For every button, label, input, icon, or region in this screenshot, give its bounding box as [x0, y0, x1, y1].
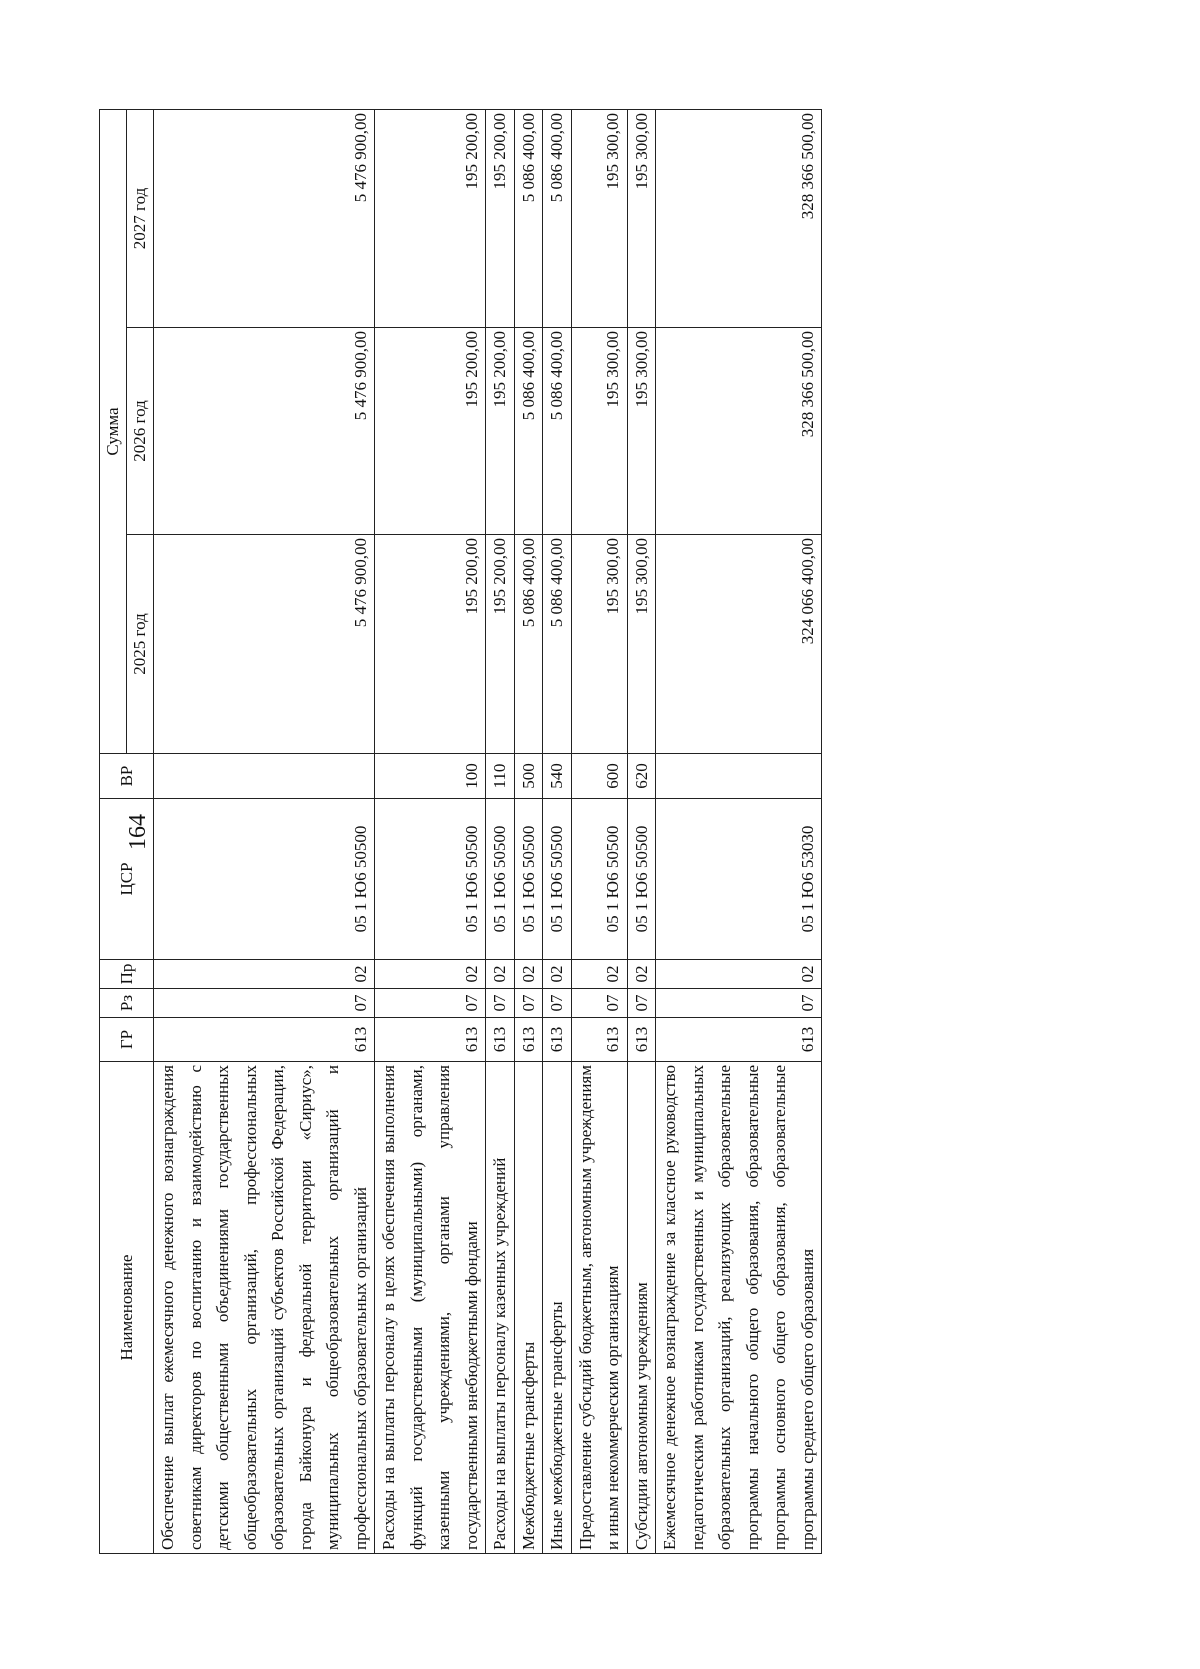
rotated-table-frame	[99, 110, 929, 1554]
row-pr: 02	[571, 960, 627, 989]
row-pr: 02	[656, 960, 822, 989]
row-name: Предоставление субсидий бюджетным, автономным учреждениям и иным некоммерческим организациям	[571, 1062, 627, 1554]
row-amount-2025: 5 086 400,00	[543, 535, 572, 754]
row-amount-2026: 5 086 400,00	[514, 328, 543, 535]
row-amount-2025: 195 200,00	[486, 535, 515, 754]
row-name: Субсидии автономным учреждениям	[627, 1062, 656, 1554]
row-name: Иные межбюджетные трансферты	[543, 1062, 572, 1554]
row-rz: 07	[543, 989, 572, 1018]
header-year-2025: 2025 год	[127, 535, 154, 754]
row-vr	[154, 754, 375, 799]
row-name: Расходы на выплаты персоналу казенных учреждений	[486, 1062, 515, 1554]
header-year-2027: 2027 год	[127, 109, 154, 327]
page-number: 164	[125, 814, 151, 850]
row-amount-2027: 195 300,00	[627, 109, 656, 327]
row-amount-2025: 195 300,00	[571, 535, 627, 754]
row-amount-2027: 328 366 500,00	[656, 109, 822, 327]
row-amount-2026: 328 366 500,00	[656, 328, 822, 535]
row-vr: 110	[486, 754, 515, 799]
row-amount-2025: 5 086 400,00	[514, 535, 543, 754]
row-amount-2027: 5 476 900,00	[154, 109, 375, 327]
row-csr: 05 1 Ю6 50500	[375, 799, 486, 960]
row-rz: 07	[375, 989, 486, 1018]
row-pr: 02	[375, 960, 486, 989]
row-gr: 613	[514, 1018, 543, 1062]
header-year-2026: 2026 год	[127, 328, 154, 535]
row-pr: 02	[543, 960, 572, 989]
row-vr: 500	[514, 754, 543, 799]
row-csr: 05 1 Ю6 50500	[486, 799, 515, 960]
row-gr: 613	[543, 1018, 572, 1062]
row-rz: 07	[571, 989, 627, 1018]
table-row	[514, 109, 543, 1553]
header-sum: Сумма	[100, 109, 127, 753]
row-name: Межбюджетные трансферты	[514, 1062, 543, 1554]
table-row	[656, 109, 822, 1553]
row-rz: 07	[486, 989, 515, 1018]
row-gr: 613	[627, 1018, 656, 1062]
table-row	[154, 109, 375, 1553]
row-name: Расходы на выплаты персоналу в целях обеспечения выполнения функций государственными (муниципальными) органами, казенными учреждениями, органами управления государственными внебюджетными фондами	[375, 1062, 486, 1554]
row-amount-2026: 195 200,00	[375, 328, 486, 535]
row-amount-2027: 195 300,00	[571, 109, 627, 327]
row-gr: 613	[154, 1018, 375, 1062]
row-gr: 613	[486, 1018, 515, 1062]
row-pr: 02	[486, 960, 515, 989]
row-rz: 07	[656, 989, 822, 1018]
row-rz: 07	[627, 989, 656, 1018]
table-row	[486, 109, 515, 1553]
row-amount-2025: 5 476 900,00	[154, 535, 375, 754]
row-amount-2025: 195 300,00	[627, 535, 656, 754]
row-pr: 02	[627, 960, 656, 989]
row-gr: 613	[656, 1018, 822, 1062]
row-amount-2027: 195 200,00	[375, 109, 486, 327]
row-rz: 07	[514, 989, 543, 1018]
row-amount-2025: 195 200,00	[375, 535, 486, 754]
row-amount-2026: 5 476 900,00	[154, 328, 375, 535]
row-name: Ежемесячное денежное вознаграждение за классное руководство педагогическим работникам государственных и муниципальных образовательных организаций, реализующих образовательные программы начального общего образования, образовательные программы основного общего образования, образовательные программы среднего общего образования	[656, 1062, 822, 1554]
header-gr: ГР	[100, 1018, 154, 1062]
budget-table	[99, 109, 822, 1554]
header-csr: ЦСР	[100, 799, 154, 960]
table-row	[375, 109, 486, 1553]
row-vr: 600	[571, 754, 627, 799]
row-vr	[656, 754, 822, 799]
row-amount-2026: 195 200,00	[486, 328, 515, 535]
row-csr: 05 1 Ю6 50500	[627, 799, 656, 960]
row-gr: 613	[375, 1018, 486, 1062]
row-vr: 100	[375, 754, 486, 799]
row-csr: 05 1 Ю6 50500	[543, 799, 572, 960]
row-amount-2026: 195 300,00	[571, 328, 627, 535]
row-csr: 05 1 Ю6 53030	[656, 799, 822, 960]
row-gr: 613	[571, 1018, 627, 1062]
row-pr: 02	[154, 960, 375, 989]
row-csr: 05 1 Ю6 50500	[154, 799, 375, 960]
row-rz: 07	[154, 989, 375, 1018]
header-pr: Пр	[100, 960, 154, 989]
row-vr: 540	[543, 754, 572, 799]
table-row	[571, 109, 627, 1553]
row-amount-2026: 195 300,00	[627, 328, 656, 535]
row-amount-2026: 5 086 400,00	[543, 328, 572, 535]
header-rz: Рз	[100, 989, 154, 1018]
header-vr: ВР	[100, 754, 154, 799]
row-name: Обеспечение выплат ежемесячного денежного вознаграждения советникам директоров по воспитанию и взаимодействию с детскими общественными объединениями государственных общеобразовательных организаций, профессиональных образовательных организаций субъектов Российской Федерации, города Байконура и федеральной территории «Сириус», муниципальных общеобразовательных организаций и профессиональных образовательных организаций	[154, 1062, 375, 1554]
header-name: Наименование	[100, 1062, 154, 1554]
row-csr: 05 1 Ю6 50500	[571, 799, 627, 960]
row-amount-2027: 5 086 400,00	[543, 109, 572, 327]
row-amount-2027: 195 200,00	[486, 109, 515, 327]
row-amount-2025: 324 066 400,00	[656, 535, 822, 754]
table-row	[627, 109, 656, 1553]
table-row	[543, 109, 572, 1553]
header-row-top	[100, 109, 127, 1553]
row-amount-2027: 5 086 400,00	[514, 109, 543, 327]
row-pr: 02	[514, 960, 543, 989]
row-csr: 05 1 Ю6 50500	[514, 799, 543, 960]
row-vr: 620	[627, 754, 656, 799]
